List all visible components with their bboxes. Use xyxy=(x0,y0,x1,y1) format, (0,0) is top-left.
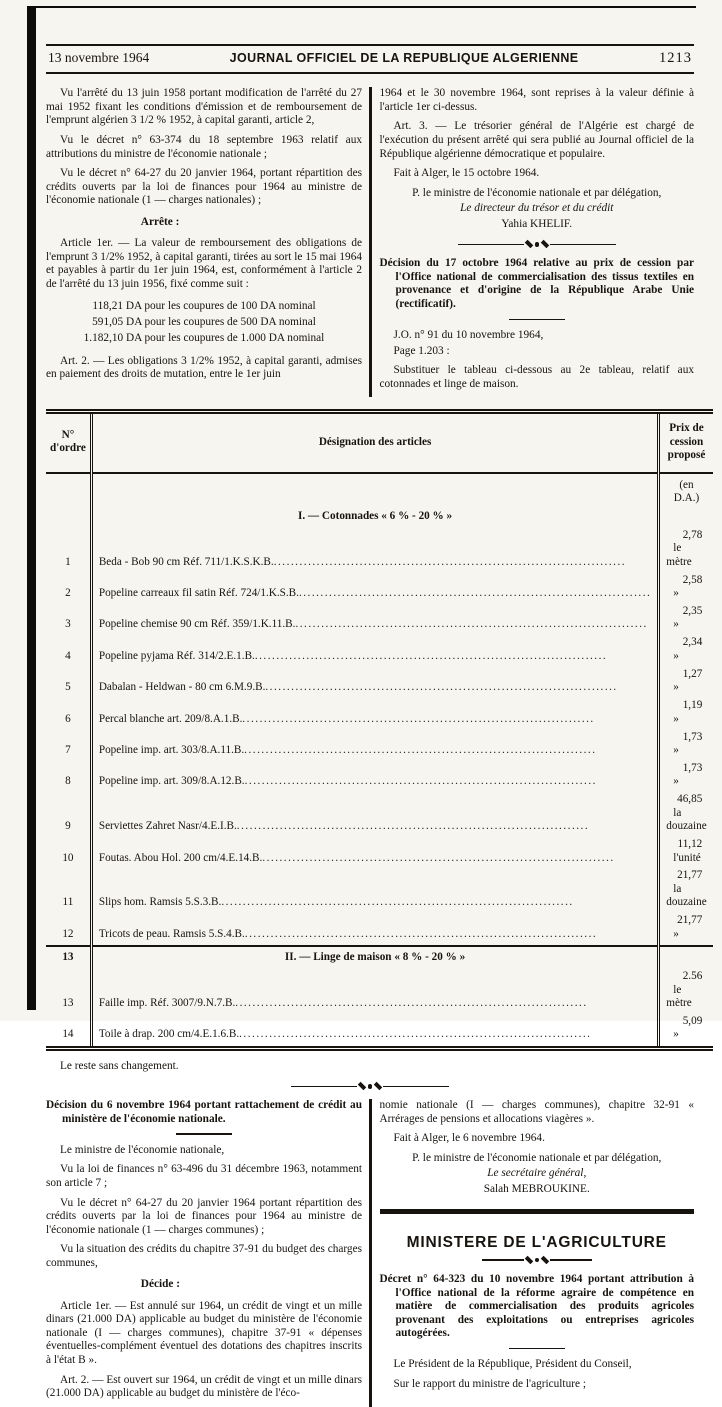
row-order-number: 7 xyxy=(65,743,71,756)
row-designation-text: Slips hom. Ramsis 5.S.3.B. xyxy=(98,896,222,909)
coupures-list xyxy=(46,298,362,347)
row-price xyxy=(659,667,713,698)
after-table-note: Le reste sans changement. xyxy=(60,1059,179,1072)
ornament-dot xyxy=(535,1258,540,1263)
row-designation xyxy=(91,699,658,730)
dot-leader xyxy=(295,618,651,631)
row-designation xyxy=(91,605,658,636)
table-row xyxy=(46,699,713,730)
row-order-number: 14 xyxy=(62,1028,74,1041)
row-designation xyxy=(91,528,658,573)
paragraph: Art. 2. — Les obligations 3 1/2% 1952, à capital garanti, admises en paiement des droits de mutation, entre le 1er juin xyxy=(46,354,362,381)
row-order-number: 12 xyxy=(62,927,74,940)
ornament-line xyxy=(291,1086,357,1088)
paragraph: Vu la situation des crédits du chapitre 37-91 du budget des charges communes, xyxy=(46,1243,362,1269)
bottom-columns xyxy=(46,1099,694,1406)
section-ornament-divider xyxy=(46,1082,694,1090)
row-designation xyxy=(91,838,658,869)
ornament-diamond xyxy=(358,1082,366,1090)
row-price-unit: la douzaine xyxy=(666,806,707,833)
table-row xyxy=(46,528,713,573)
table-row xyxy=(46,869,713,914)
paragraph: Article 1er. — La valeur de remboursement des obligations de l'emprunt 3 1/2% 1952, à capital garanti, tirées au sort le 15 mai 1964 et payables à partir du 1er juin 1964, est, conformément à l'article 2 de l'arrêté du 13 juin 1956, fixé comme suit : xyxy=(46,237,362,290)
row-price xyxy=(659,869,713,914)
row-designation-text: Popeline carreaux fil satin Réf. 724/1.K.S.B. xyxy=(98,587,299,600)
ministry-title: MINISTERE DE L'AGRICULTURE xyxy=(406,1233,667,1251)
dot-leader xyxy=(244,744,651,757)
table-row xyxy=(46,573,713,604)
ornament-diamond xyxy=(524,1256,532,1264)
row-price xyxy=(659,970,713,1015)
decision-heading: Décision du 17 octobre 1964 relative au prix de cession par l'Office national de commercialisation des tissus textiles en provenance et d'origine de la République Arabe Unie (rectificatif). xyxy=(379,257,694,310)
scan-top-edge-line xyxy=(27,6,696,8)
table-row xyxy=(46,636,713,667)
signature-title: Le secrétaire général, xyxy=(487,1167,587,1180)
row-price xyxy=(659,573,713,604)
row-price-unit: l'unité xyxy=(673,851,701,864)
dot-leader xyxy=(235,997,651,1010)
empty-cell xyxy=(91,473,658,506)
row-price-value: 1,73 xyxy=(682,761,703,774)
row-order-number: 6 xyxy=(65,712,71,725)
paragraph: Art. 2. — Est ouvert sur 1964, un crédit de vingt et un mille dinars (21.000 DA) applicable au budget du ministère de l'éco- xyxy=(46,1373,362,1400)
empty-cell xyxy=(659,946,713,969)
journal-title: JOURNAL OFFICIEL DE LA REPUBLIQUE ALGERIENNE xyxy=(229,51,579,65)
row-price-value: 21,77 xyxy=(677,914,703,927)
ornament-line xyxy=(383,1086,449,1088)
scan-binding-bar xyxy=(27,6,36,1010)
row-price-unit: » xyxy=(673,712,679,725)
table-row xyxy=(46,970,713,1015)
row-order-number: 4 xyxy=(65,649,71,662)
row-order-number: 5 xyxy=(65,681,71,694)
row-designation-text: Popeline imp. art. 303/8.A.11.B. xyxy=(98,743,245,756)
issue-date: 13 novembre 1964 xyxy=(48,50,150,65)
masthead xyxy=(46,44,694,74)
row-designation-text: Tricots de peau. Ramsis 5.S.4.B. xyxy=(98,927,245,940)
row-price xyxy=(659,699,713,730)
signatory-name: Yahia KHELIF. xyxy=(501,217,573,230)
paragraph: Article 1er. — Est annulé sur 1964, un crédit de vingt et un mille dinars (21.000 DA) applicable au budget du ministère de l'économie nationale (I — charges communes), chapitre 37-91 « dépenses éventuelles-complément éventuel des dotations des chapitres inscrits à l'état B ». xyxy=(46,1299,362,1366)
row-order-number: 8 xyxy=(65,775,71,788)
row-price-value: 11,12 xyxy=(677,838,703,851)
col-header-price: Prix de cession proposé xyxy=(659,412,713,473)
signature-title: Le directeur du trésor et du crédit xyxy=(460,202,614,215)
ornament-line xyxy=(458,244,524,246)
top-columns xyxy=(46,87,694,397)
row-price-value: 2.56 xyxy=(682,970,703,983)
col-header-designation: Désignation des articles xyxy=(91,412,658,473)
row-designation xyxy=(91,970,658,1015)
heading-divider xyxy=(176,1133,232,1135)
ornament-diamond xyxy=(374,1082,382,1090)
table-row xyxy=(46,1014,713,1048)
row-designation-text: Serviettes Zahret Nasr/4.E.I.B. xyxy=(98,820,237,833)
section1-title: I. — Cotonnades « 6 % - 20 % » xyxy=(91,506,658,528)
row-designation xyxy=(91,1014,658,1048)
table-row xyxy=(46,838,713,869)
row-price-value: 1,27 xyxy=(682,667,703,680)
heading-divider xyxy=(509,319,565,321)
currency-note: (en D.A.) xyxy=(659,473,713,506)
ornament-divider xyxy=(380,240,695,248)
row-designation xyxy=(91,761,658,792)
table-header xyxy=(46,412,713,473)
row-designation-text: Toile à drap. 200 cm/4.E.1.6.B. xyxy=(98,1028,240,1041)
row-price xyxy=(659,761,713,792)
row-price xyxy=(659,1014,713,1048)
row-price-unit: le mètre xyxy=(666,542,692,568)
row-price-value: 1,73 xyxy=(682,730,703,743)
row-price-unit: » xyxy=(673,743,679,756)
page-content xyxy=(46,44,707,1407)
row-designation xyxy=(91,869,658,914)
row-designation xyxy=(91,793,658,838)
row-designation-text: Dabalan - Heldwan - 80 cm 6.M.9.B. xyxy=(98,681,266,694)
row-price-unit: » xyxy=(673,587,679,600)
table-row xyxy=(46,914,713,946)
decret-heading: Décret n° 64-323 du 10 novembre 1964 portant attribution à l'Office national de la réforme agraire de compétence en matière de commercialisation des produits agricoles provenant des exploitations ou entreprises agricoles autogérées. xyxy=(379,1273,694,1340)
table-row xyxy=(46,730,713,761)
row-price-unit: » xyxy=(673,618,679,631)
empty-cell xyxy=(46,473,91,506)
coupure-line: 118,21 DA pour les coupures de 100 DA nominal xyxy=(92,299,316,312)
paragraph: Substituer le tableau ci-dessous au 2e tableau, relatif aux cotonnades et linge de maison. xyxy=(379,364,694,390)
dot-leader xyxy=(237,820,652,833)
jo-page-reference: Page 1.203 : xyxy=(393,344,450,357)
row-price-value: 2,34 xyxy=(682,636,703,649)
row-order-number: 13 xyxy=(62,996,74,1009)
row-price-value: 21,77 xyxy=(677,869,703,882)
dot-leader xyxy=(262,852,651,865)
bottom-left-column xyxy=(46,1099,369,1406)
dot-leader xyxy=(265,681,651,694)
row-price-value: 2,78 xyxy=(682,528,703,541)
row-price xyxy=(659,730,713,761)
ministry-section-bar xyxy=(380,1209,695,1214)
paragraph: Fait à Alger, le 6 novembre 1964. xyxy=(393,1132,545,1145)
ornament-diamond xyxy=(524,240,532,248)
paragraph: nomie nationale (I — charges communes), chapitre 32-91 « Arrérages de pensions et allocations viagères ». xyxy=(379,1099,694,1125)
ornament-diamond xyxy=(541,240,549,248)
row-price xyxy=(659,914,713,946)
dot-leader xyxy=(245,775,652,788)
paragraph: Sur le rapport du ministre de l'agriculture ; xyxy=(393,1377,586,1390)
dot-leader xyxy=(221,896,651,909)
price-table xyxy=(46,409,713,1051)
row-designation-text: Foutas. Abou Hol. 200 cm/4.E.14.B. xyxy=(98,851,263,864)
row-order-number: 10 xyxy=(62,851,74,864)
row-designation-text: Percal blanche art. 209/8.A.1.B. xyxy=(98,712,243,725)
paragraph: 1964 et le 30 novembre 1964, sont reprises à la valeur définie à l'article 1er ci-dessus. xyxy=(379,87,694,113)
ornament-line xyxy=(550,1259,592,1261)
row-price xyxy=(659,838,713,869)
ornament-line xyxy=(550,244,616,246)
decision-heading: Décision du 6 novembre 1964 portant rattachement de crédit au ministère de l'économie nationale. xyxy=(46,1099,362,1125)
row-designation xyxy=(91,914,658,946)
row-price-value: 1,19 xyxy=(682,699,703,712)
row-designation-text: Popeline imp. art. 309/8.A.12.B. xyxy=(98,775,245,788)
dot-leader xyxy=(242,713,651,726)
row-order-number: 11 xyxy=(62,896,74,909)
dot-leader xyxy=(299,587,651,600)
bottom-right-column xyxy=(372,1099,695,1406)
ornament-dot xyxy=(535,242,540,247)
table-rows-section1 xyxy=(46,528,713,946)
row-price-unit: le mètre xyxy=(666,983,692,1009)
coupure-line: 591,05 DA pour les coupures de 500 DA nominal xyxy=(92,315,316,328)
paragraph: Le Président de la République, Président du Conseil, xyxy=(393,1358,632,1371)
dot-leader xyxy=(245,928,651,941)
paragraph: Fait à Alger, le 15 octobre 1964. xyxy=(393,167,540,180)
table-row xyxy=(46,667,713,698)
section2-title: II. — Linge de maison « 8 % - 20 % » xyxy=(91,946,658,969)
row-price-value: 5,09 xyxy=(682,1014,703,1027)
row-price xyxy=(659,636,713,667)
coupure-line: 1.182,10 DA pour les coupures de 1.000 DA nominal xyxy=(83,332,325,345)
paragraph: Vu l'arrêté du 13 juin 1958 portant modification de l'arrêté du 27 mai 1952 fixant les conditions d'émission et de remboursement de l'emprunt algérien 3 1/2 % 1952, à capital garanti, article 2, xyxy=(46,87,362,127)
col-header-order: N° d'ordre xyxy=(46,412,91,473)
paragraph: Vu le décret n° 63-374 du 18 septembre 1963 relatif aux attributions du ministre de l'économie nationale ; xyxy=(46,134,362,160)
paragraph: Vu le décret n° 64-27 du 20 janvier 1964, portant répartition des crédits ouverts par la loi de finances pour 1964 au ministre de l'économie nationale (1 — charges nationales) ; xyxy=(46,167,362,207)
ornament-diamond xyxy=(541,1256,549,1264)
row-designation xyxy=(91,636,658,667)
row-price-unit: » xyxy=(673,927,679,940)
row-designation-text: Popeline pyjama Réf. 314/2.E.1.B. xyxy=(98,649,255,662)
dot-leader xyxy=(239,1028,651,1041)
row-price-unit: » xyxy=(673,775,679,788)
row-order-number: 9 xyxy=(65,820,71,833)
table-row xyxy=(46,605,713,636)
table-row xyxy=(46,793,713,838)
row-order-number: 3 xyxy=(65,618,71,631)
jo-reference: J.O. n° 91 du 10 novembre 1964, xyxy=(393,329,544,341)
row-designation-text: Beda - Bob 90 cm Réf. 711/1.K.S.K.B. xyxy=(98,555,274,568)
row-price xyxy=(659,793,713,838)
empty-cell xyxy=(46,506,91,528)
row-order-number: 1 xyxy=(65,555,71,568)
signature-line: P. le ministre de l'économie nationale et par délégation, xyxy=(412,186,662,199)
row-price-value: 2,58 xyxy=(682,573,703,586)
paragraph: Le ministre de l'économie nationale, xyxy=(60,1143,225,1156)
row-price-unit: » xyxy=(673,649,679,662)
dot-leader xyxy=(255,650,651,663)
row-designation xyxy=(91,730,658,761)
paragraph: Art. 3. — Le trésorier général de l'Algérie est chargé de l'exécution du présent arrêté qui sera publié au Journal officiel de la République algérienne démocratique et populaire. xyxy=(379,120,694,160)
dot-leader xyxy=(274,556,652,569)
row-price-unit: » xyxy=(673,681,679,694)
page-number: 1213 xyxy=(658,50,692,66)
decide-label: Décide : xyxy=(140,1278,181,1291)
paragraph: Vu le décret n° 64-27 du 20 janvier 1964 portant répartition des crédits ouverts par la loi de finances pour 1964 au ministre de l'économie nationale (1 — charges communes) ; xyxy=(46,1196,362,1236)
top-right-column xyxy=(372,87,695,397)
ornament-dot xyxy=(368,1084,373,1089)
top-left-column xyxy=(46,87,369,397)
row-designation xyxy=(91,573,658,604)
table-row xyxy=(46,761,713,792)
empty-cell xyxy=(659,506,713,528)
paragraph: Vu la loi de finances n° 63-496 du 31 décembre 1963, notamment son article 7 ; xyxy=(46,1163,362,1189)
ornament-divider xyxy=(380,1256,695,1264)
arrete-label: Arrête : xyxy=(140,215,180,228)
row-designation-text: Faille imp. Réf. 3007/9.N.7.B. xyxy=(98,996,236,1009)
row-price xyxy=(659,528,713,573)
row-price-value: 46,85 xyxy=(677,793,703,806)
heading-divider xyxy=(509,1348,565,1350)
ornament-line xyxy=(482,1259,524,1261)
row-designation-text: Popeline chemise 90 cm Réf. 359/1.K.11.B. xyxy=(98,618,296,631)
row-price-value: 2,35 xyxy=(682,605,703,617)
row-price-unit: » xyxy=(673,1028,679,1041)
row-designation xyxy=(91,667,658,698)
signature-line: P. le ministre de l'économie nationale et par délégation, xyxy=(412,1151,662,1164)
section2-artifact-number: 13 xyxy=(46,946,91,969)
row-price xyxy=(659,605,713,636)
signatory-name: Salah MEBROUKINE. xyxy=(483,1183,590,1196)
row-order-number: 2 xyxy=(65,587,71,600)
table-rows-section2 xyxy=(46,970,713,1049)
row-price-unit: la douzaine xyxy=(666,882,707,909)
